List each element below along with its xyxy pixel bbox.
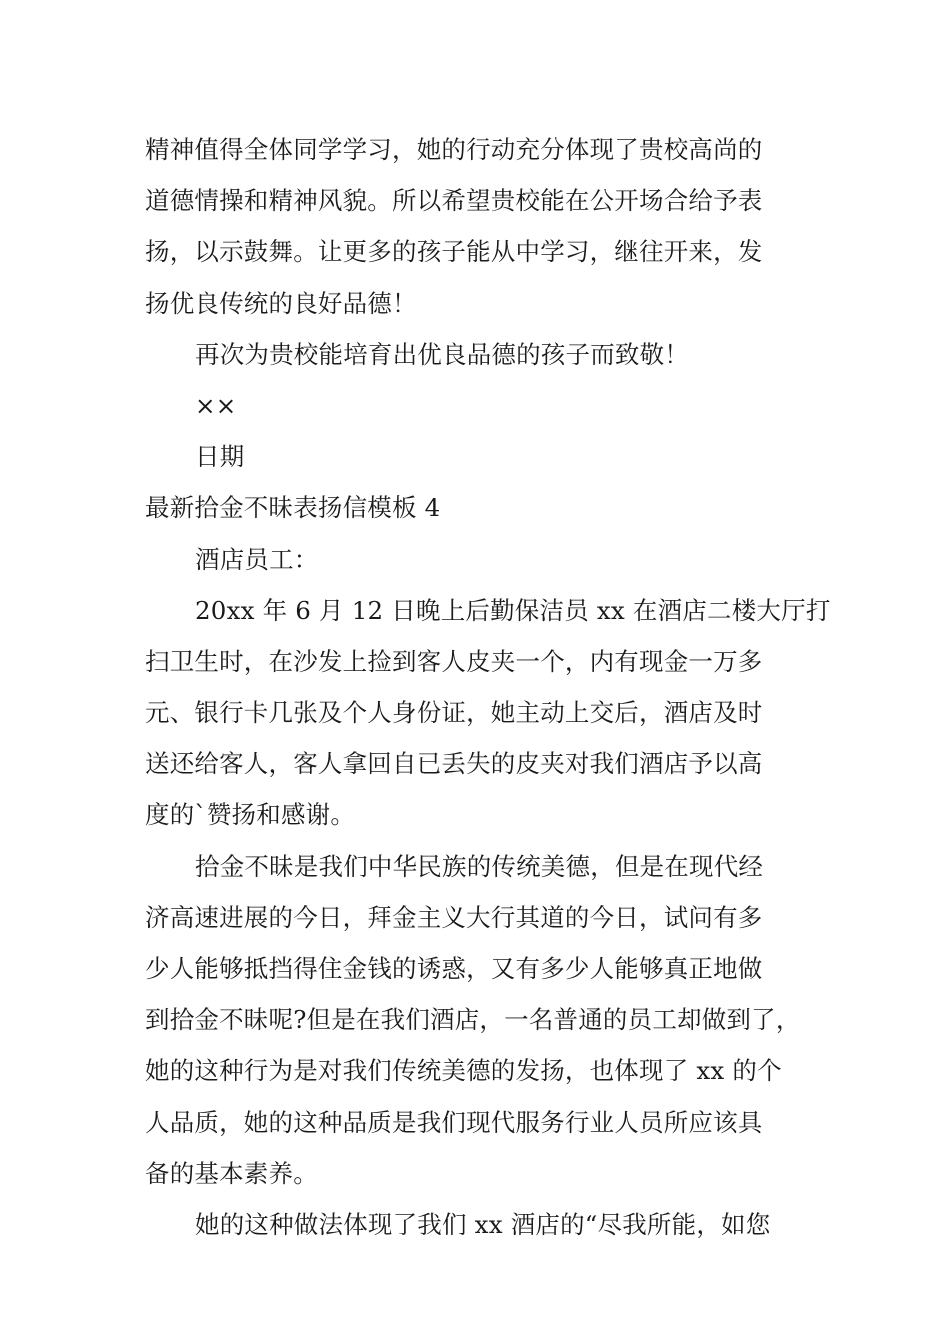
text-line: 少人能够抵挡得住金钱的诱惑，又有多少人能够真正地做	[145, 954, 763, 983]
section-title: 最新拾金不昧表扬信模板 4	[145, 493, 441, 523]
text-line: 到拾金不昧呢?但是在我们酒店，一名普通的员工却做到了，	[145, 1005, 801, 1035]
text-line: 人品质，她的这种品质是我们现代服务行业人员所应该具	[145, 1107, 763, 1137]
date-line: 日期	[195, 442, 245, 472]
salutation: 酒店员工：	[195, 544, 319, 574]
text-line: 她的这种行为是对我们传统美德的发扬，也体现了 xx 的个	[145, 1056, 782, 1086]
document-body	[145, 124, 831, 1250]
text-line: 扬优良传统的良好品德！	[145, 288, 417, 318]
text-line: 拾金不昧是我们中华民族的传统美德，但是在现代经	[195, 851, 764, 881]
text-line: 再次为贵校能培育出优良品德的孩子而致敬！	[195, 339, 689, 369]
text-line: 度的`赞扬和感谢。	[145, 800, 356, 830]
text-line: 精神值得全体同学学习，她的行动充分体现了贵校高尚的	[145, 135, 763, 164]
text-line: 20xx 年 6 月 12 日晚上后勤保洁员 xx 在酒店二楼大厅打	[195, 595, 831, 625]
text-line: 扬，以示鼓舞。让更多的孩子能从中学习，继往开来，发	[145, 237, 763, 267]
text-line: 元、银行卡几张及个人身份证，她主动上交后，酒店及时	[145, 698, 763, 728]
text-line: 备的基本素养。	[145, 1158, 318, 1188]
text-line: 送还给客人，客人拿回自已丢失的皮夹对我们酒店予以高	[145, 749, 763, 779]
signature-line: ××	[195, 390, 237, 420]
text-line: 济高速进展的今日，拜金主义大行其道的今日，试问有多	[145, 902, 763, 932]
text-line: 她的这种做法体现了我们 xx 酒店的“尽我所能，如您	[195, 1209, 771, 1239]
text-line: 扫卫生时，在沙发上捡到客人皮夹一个，内有现金一万多	[145, 646, 763, 676]
text-line: 道德情操和精神风貌。所以希望贵校能在公开场合给予表	[145, 186, 763, 216]
